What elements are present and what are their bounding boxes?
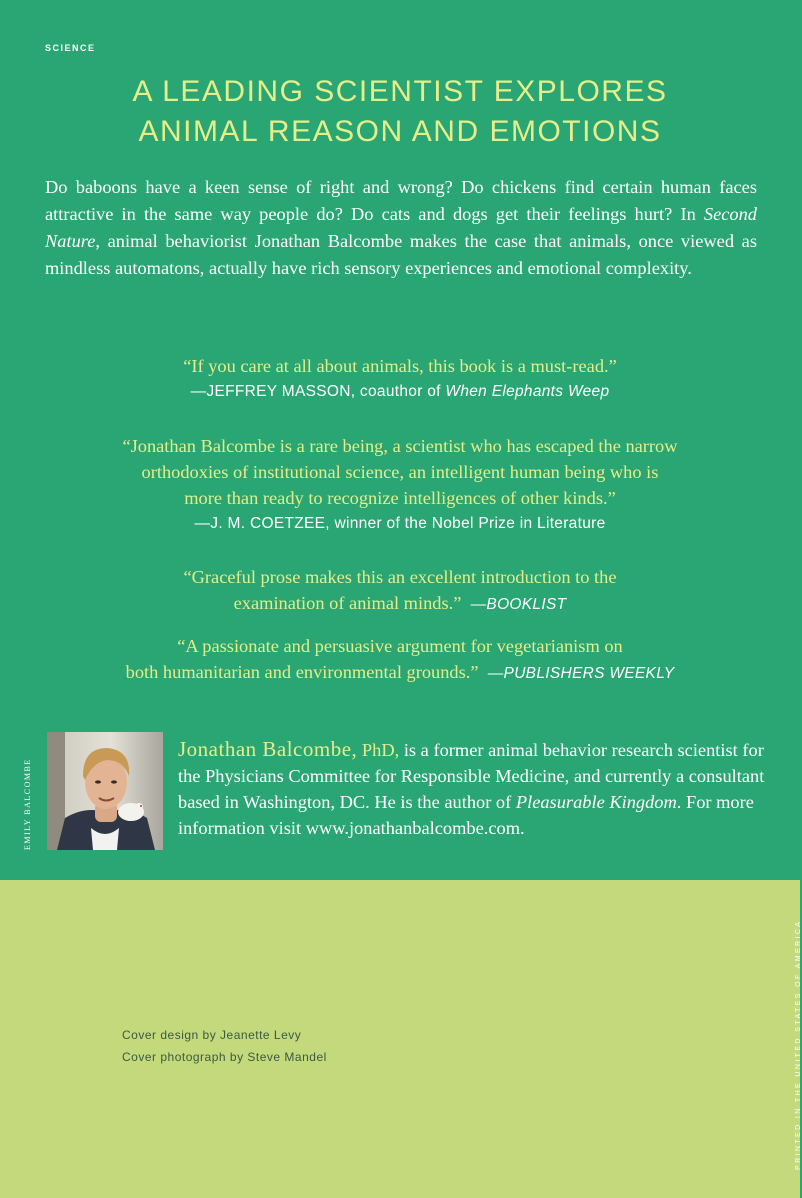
headline [0, 72, 800, 152]
cover-photo-credit: Cover photograph by Steve Mandel [122, 1050, 327, 1064]
book-title: Second Nature [45, 204, 757, 251]
photo-credit: EMILY BALCOMBE [23, 758, 32, 850]
quote-line: both humanitarian and environmental grounds.” —PUBLISHERS WEEKLY [125, 662, 675, 682]
quote-attribution: —PUBLISHERS WEEKLY [487, 665, 675, 682]
intro-text: Do baboons have a keen sense of right and wrong? Do chickens find certain human faces attractive in the same way people do? Do cats and dogs get their feelings hurt? In [45, 177, 757, 224]
blurb-booklist [0, 564, 800, 618]
quote-line: “A passionate and persuasive argument for vegetarianism on [177, 636, 623, 656]
headline-line: ANIMAL REASON AND EMOTIONS [138, 115, 662, 148]
quote-line: more than ready to recognize intelligences of other kinds.” [184, 488, 616, 508]
author-photo [47, 732, 163, 850]
quote-attribution: —J. M. COETZEE, winner of the Nobel Prize in Literature [194, 515, 606, 532]
other-book-title: Pleasurable Kingdom [515, 792, 677, 812]
genre-label: SCIENCE [45, 43, 96, 53]
intro-paragraph [45, 174, 757, 282]
author-bio [178, 736, 768, 841]
author-name: Jonathan Balcombe, [178, 737, 358, 761]
blurb-coetzee [0, 433, 800, 537]
author-portrait-icon [47, 732, 163, 850]
author-degree: PhD, [361, 740, 400, 760]
printed-in-label: PRINTED IN THE UNITED STATES OF AMERICA [795, 919, 802, 1170]
cover-credits [122, 1024, 327, 1068]
attribution-work: When Elephants Weep [445, 383, 610, 400]
headline-line: A LEADING SCIENTIST EXPLORES [132, 75, 668, 108]
quote-attribution: —JEFFREY MASSON, coauthor of When Elephants Weep [190, 383, 610, 400]
bio-text: is a former animal behavior research scientist for the Physicians Committee for Responsible Medicine, and currently a consultant based in Washington, DC. He is the author of [178, 740, 765, 812]
quote-line: “Jonathan Balcombe is a rare being, a scientist who has escaped the narrow [122, 436, 678, 456]
bio-text: . For more information visit www.jonathanbalcombe.com. [178, 792, 754, 838]
quote-line: examination of animal minds.” —BOOKLIST [233, 593, 567, 613]
quote-attribution: —BOOKLIST [470, 596, 567, 613]
quote-line: orthodoxies of institutional science, an intelligent human being who is [141, 462, 659, 482]
cover-design-credit: Cover design by Jeanette Levy [122, 1028, 302, 1042]
lower-panel [0, 880, 800, 1198]
quote-line: “If you care at all about animals, this book is a must-read.” [183, 356, 617, 376]
blurb-publishers-weekly [0, 633, 800, 687]
blurb-masson [0, 353, 800, 405]
quote-line: “Graceful prose makes this an excellent introduction to the [183, 567, 617, 587]
intro-text: , animal behaviorist Jonathan Balcombe makes the case that animals, once viewed as mindless automatons, actually have rich sensory experiences and emotional complexity. [45, 231, 757, 278]
